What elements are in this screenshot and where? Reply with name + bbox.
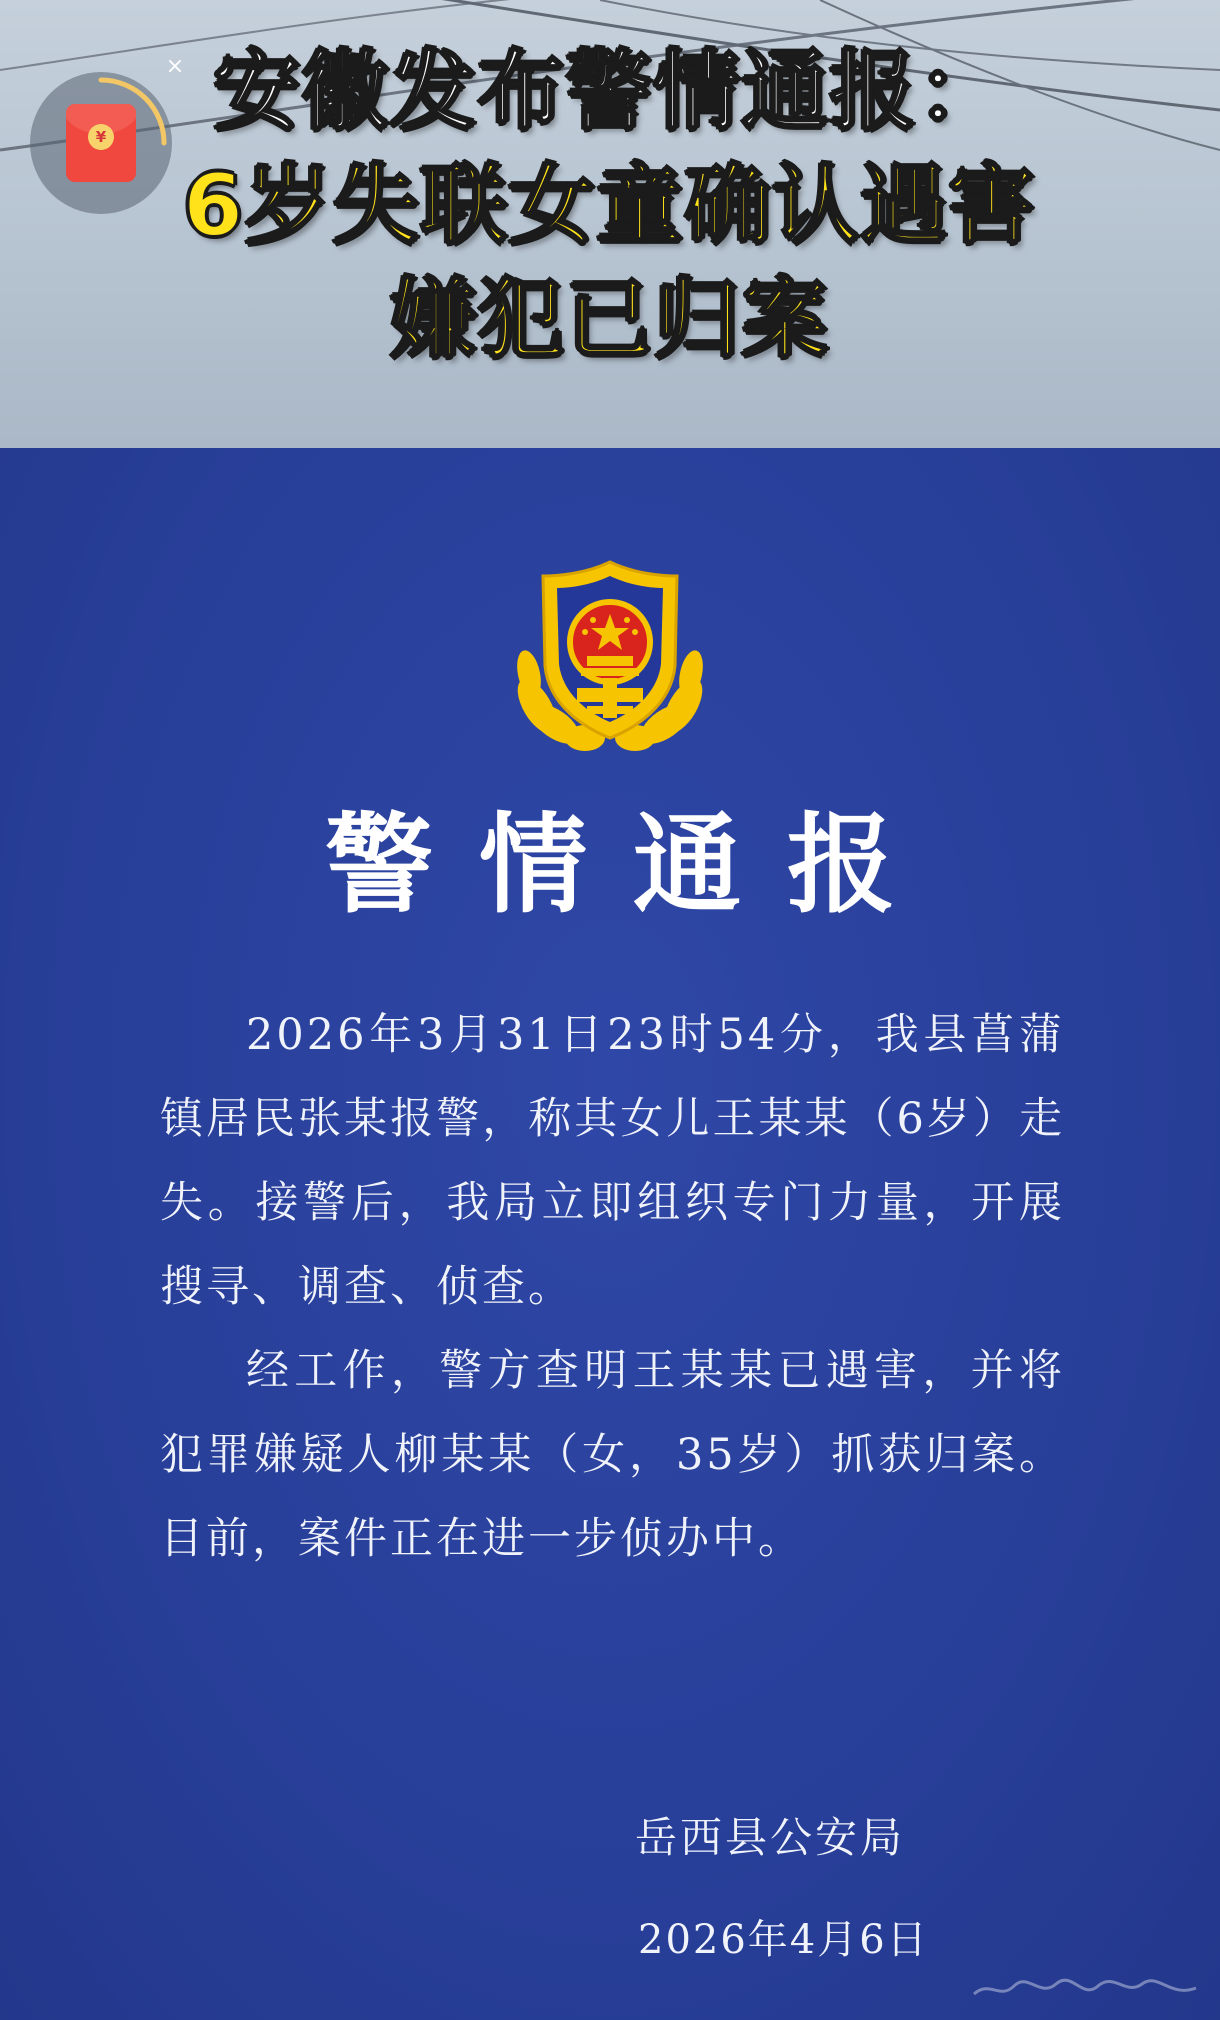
headline-line-3: 嫌犯已归案 (390, 270, 830, 370)
signature-watermark-icon (970, 1974, 1200, 2004)
notice-body (160, 993, 1065, 1581)
yuan-coin-icon: ¥ (88, 124, 114, 150)
close-icon[interactable]: × (165, 54, 185, 79)
notice-paragraph-2: 经工作，警方查明王某某已遇害，并将犯罪嫌疑人柳某某（女，35岁）抓获归案。目前，案件正在进一步侦办中。 (160, 1346, 1065, 1564)
headline (120, 40, 1100, 372)
notice-paragraph-1: 2026年3月31日23时54分，我县菖蒲镇居民张某报警，称其女儿王某某（6岁）走失。接警后，我局立即组织专门力量，开展搜寻、调查、侦查。 (160, 1010, 1065, 1312)
notice-title: 警情通报 (324, 802, 941, 928)
headline-line-2: 6岁失联女童确认遇害 (183, 156, 1037, 256)
police-notice (0, 448, 1220, 2020)
headline-line-1: 安徽发布警情通报： (214, 42, 1006, 142)
police-emblem-icon (515, 556, 705, 752)
headline-banner (0, 0, 1220, 448)
issuing-authority: 岳西县公安局 (635, 1813, 906, 1862)
issue-date: 2026年4月6日 (638, 1917, 929, 1963)
